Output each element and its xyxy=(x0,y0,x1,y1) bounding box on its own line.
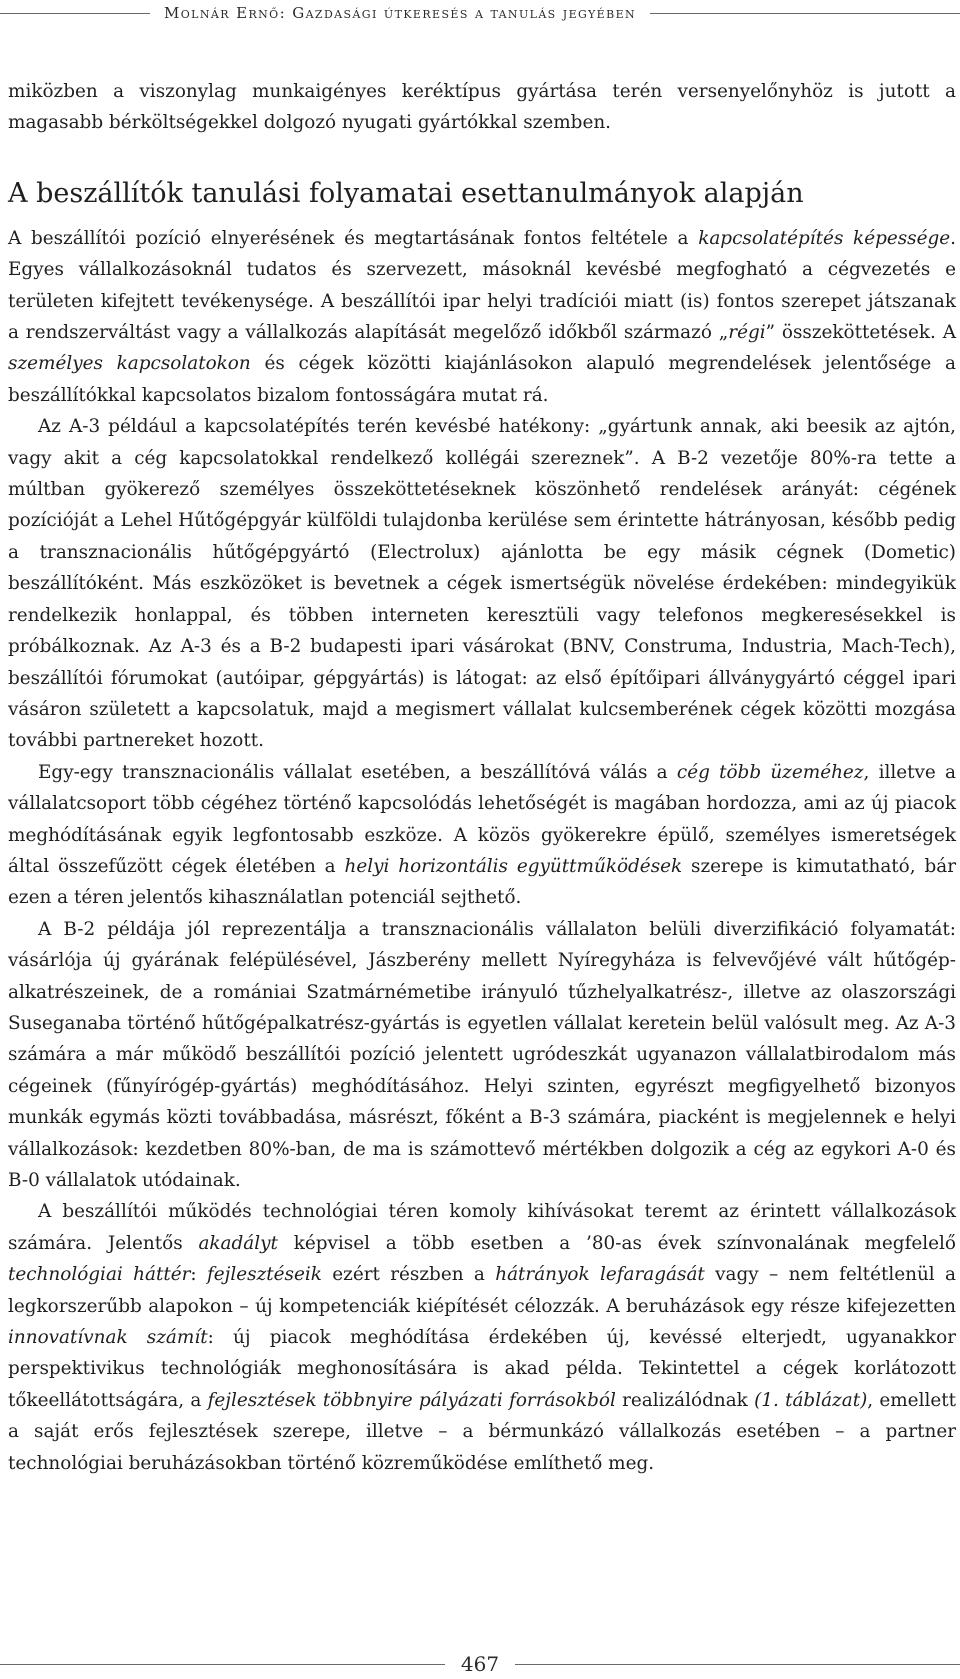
emphasis: innovatívnak számít xyxy=(8,1327,208,1349)
running-header xyxy=(0,0,960,26)
paragraph-2: Az A-3 például a kapcsolatépítés terén kevésbé hatékony: „gyártunk annak, aki beesik az ajtón, vagy akit a cég kapcsolatokkal rendelkező kollégái szereznek”. A B-2 vezetője 80%-ra tette a múltban gyökerező személyes összeköttetéseknek köszönhető rendelések arányát: cégének pozícióját a Lehel Hűtőgépgyár külföldi tulajdonba kerülése sem érintette hátrányosan, később pedig a transznacionális hűtőgépgyártó (Electrolux) ajánlotta be egy másik cégnek (Dometic) beszállítóként. Más eszközöket is bevetnek a cégek ismertségük növelése érdekében: mindegyikük rendelkezik honlappal, és többen interneten keresztüli vagy telefonos megkeresésekkel is próbálkoznak. Az A-3 és a B-2 budapesti ipari vásárokat (BNV, Construma, Industria, Mach-Tech), beszállítói fórumokat (autóipar, gépgyártás) is látogat: az első építőipari állványgyártó céggel ipari vásáron született a kapcsolatuk, majd a megismert vállalat kulcsemberének cégek közötti mozgása további partnereket hozott. xyxy=(8,416,956,752)
page-body xyxy=(8,76,956,1479)
paragraph-4: A B-2 példája jól reprezentálja a transznacionális vállalaton belüli diverzifikáció folyamatát: vásárlója új gyárának felépülésével, Jászberény mellett Nyíregyháza is felvevőjévé vált hűtőgép-alkatrészeinek, de a romániai Szatmárnémetibe irányuló tűzhelyalkatrész-, illetve az olaszországi Suseganaba történő hűtőgépalkatrész-gyártás is egyetlen vállalat keretein belül valósult meg. Az A-3 számára a már működő beszállítói pozíció jelentett ugródeszkát ugyanazon vállalatbirodalom más cégeinek (fűnyírógép-gyártás) meghódításához. Helyi szinten, egyrészt megfigyelhető bizonyos munkák egymás közti továbbadása, másrészt, főként a B-3 számára, piacként is megjelennek e helyi vállalkozások: kezdetben 80%-ban, de ma is számottevő mértékben dolgozik a cég az egykori A-0 és B-0 vállalatok utódainak. xyxy=(8,918,956,1191)
header-rule-right xyxy=(650,13,960,14)
paragraph-5: A beszállítói működés technológiai téren komoly kihívásokat teremt az érintett vállalkozások számára. Jelentős akadályt képvisel a több esetben a ’80-as évek színvonalának megfelelő technológiai háttér: fejlesztéseik ezért részben a hátrányok lefaragását vagy – nem feltétlenül a legkorszerűbb alapokon – új kompetenciák kiépítését célozzák. A beruházások egy része kifejezetten innovatívnak számít: új piacok meghódítása érdekében új, kevéssé elterjedt, ugyanakkor perspektivikus technológiák meghonosítására is akad példa. Tekintettel a cégek korlátozott tőkeellátottságára, a fejlesztések többnyire pályázati forrásokból realizálódnak (1. táblázat), emellett a saját erős fejlesztések szerepe, illetve – a bérmunkázó vállalkozás esetében – a partner technológiai beruházásokban történő közreműködése említhető meg. xyxy=(8,1201,957,1474)
running-title: Molnár Ernő: Gazdasági útkeresés a tanulás jegyében xyxy=(164,4,637,22)
emphasis: (1. táblázat) xyxy=(754,1389,868,1411)
page-number: 467 xyxy=(460,1652,500,1676)
page-footer xyxy=(0,1652,960,1676)
emphasis: hátrányok lefaragását xyxy=(495,1264,705,1286)
emphasis: kapcsolatépítés képessége xyxy=(698,227,951,249)
footer-rule-left xyxy=(0,1664,445,1665)
footer-rule-right xyxy=(515,1664,960,1665)
emphasis: helyi horizontális együttműködések xyxy=(344,855,683,877)
emphasis: fejlesztéseik xyxy=(206,1264,322,1286)
emphasis: személyes kapcsolatokon xyxy=(8,353,251,375)
emphasis: cég több üzeméhez xyxy=(676,761,864,783)
section-heading: A beszállítók tanulási folyamatai esettanulmányok alapján xyxy=(8,177,804,209)
emphasis: akadályt xyxy=(198,1232,278,1254)
paragraph-1: A beszállítói pozíció elnyerésének és megtartásának fontos feltétele a kapcsolatépítés képessége. Egyes vállalkozásoknál tudatos és szervezett, másoknál kevésbé megfogható a cégvezetés e területen kifejtett tevékenysége. A beszállítói ipar helyi tradíciói miatt (is) fontos szerepet játszanak a rendszerváltást vagy a vállalkozás alapítását megelőző időkből származó „régi” összeköttetések. A személyes kapcsolatokon és cégek közötti kiajánlásokon alapuló megrendelések jelentősége a beszállítókkal kapcsolatos bizalom fontosságára mutat rá. xyxy=(8,227,957,406)
paragraph-continued xyxy=(8,76,956,139)
emphasis: technológiai háttér xyxy=(8,1264,191,1286)
emphasis: fejlesztések többnyire pályázati forrásokból xyxy=(207,1389,616,1411)
paragraph-text: miközben a viszonylag munkaigényes keréktípus gyártása terén versenyelőnyhöz is jutott a magasabb bérköltségekkel dolgozó nyugati gyártókkal szemben. xyxy=(8,81,956,134)
header-rule-left xyxy=(0,13,150,14)
emphasis: régi xyxy=(728,322,766,344)
paragraph-3: Egy-egy transznacionális vállalat esetében, a beszállítóvá válás a cég több üzeméhez, illetve a vállalatcsoport több cégéhez történő kapcsolódás lehetőségét is magában hordozza, ami az új piacok meghódításának egyik legfontosabb eszköze. A közös gyökerekre épülő, személyes ismeretségek által összefűzött cégek életében a helyi horizontális együttműködések szerepe is kimutatható, bár ezen a téren jelentős kihasználatlan potenciál sejthető. xyxy=(8,761,956,909)
